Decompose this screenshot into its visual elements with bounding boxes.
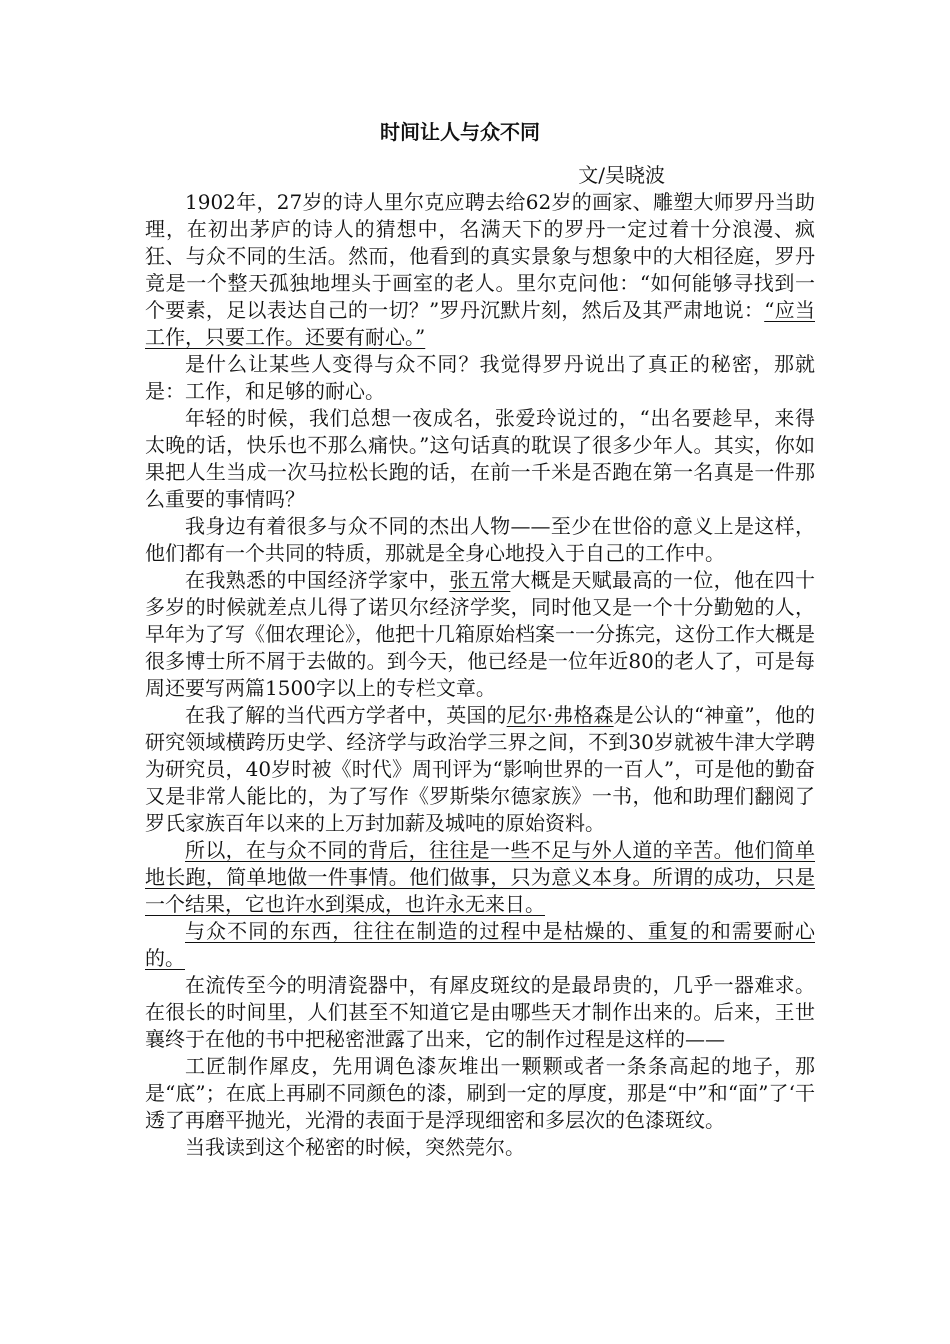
paragraph-1: 1902年，27岁的诗人里尔克应聘去给62岁的画家、雕塑大师罗丹当助理，在初出茅庐的诗人的猜想中，名满天下的罗丹一定过着十分浪漫、疯狂、与众不同的生活。然而，他看到的真实景象与想象中的大相径庭，罗丹竟是一个整天孤独地埋头于画室的老人。里尔克问他：“如何能够寻找到一个要素，足以表达自己的一切？”罗丹沉默片刻，然后及其严肃地说：“应当工作，只要工作。还要有耐心。” [145,190,815,349]
paragraph-5: 在我熟悉的中国经济学家中，张五常大概是天赋最高的一位，他在四十多岁的时候就差点儿得了诺贝尔经济学奖，同时他又是一个十分勤勉的人，早年为了写《佃农理论》，他把十几箱原始档案一一分拣完，这份工作大概是很多博士所不屑于去做的。到今天，他已经是一位年近80的老人了，可是每周还要写两篇1500字以上的专栏文章。 [145,568,816,700]
underlined-passage: 所以，在与众不同的背后，往往是一些不足与外人道的辛苦。他们简单地长跑，简单地做一件事情。他们做事，只为意义本身。所谓的成功，只是一个结果，它也许水到渠成，也许永无来日。 [145,838,815,916]
paragraph-11: 当我读到这个秘密的时候，突然莞尔。 [185,1135,525,1159]
underlined-quote: “应当工作，只要工作。还要有耐心。” [145,298,815,349]
article-byline: 文/吴晓波 [578,163,665,187]
paragraph-8 [145,918,815,972]
paragraph-2: 是什么让某些人变得与众不同？我觉得罗丹说出了真正的秘密，那就是：工作，和足够的耐心。 [145,352,815,403]
underlined-name: 尼尔·弗格森 [506,703,614,727]
article-title: 时间让人与众不同 [380,120,540,144]
paragraph-7 [145,837,815,918]
underlined-name: 张五常 [449,568,511,592]
paragraph-9: 在流传至今的明清瓷器中，有犀皮斑纹的是最昂贵的，几乎一器难求。在很长的时间里，人们甚至不知道它是由哪些天才制作出来的。后来，王世襄终于在他的书中把秘密泄露了出来，它的制作过程是这样的—— [145,973,815,1051]
paragraph-10: 工匠制作犀皮，先用调色漆灰堆出一颗颗或者一条条高起的地子，那是“底”；在底上再刷不同颜色的漆，刷到一定的厚度，那是“中”和“面”了‘干透了再磨平抛光，光滑的表面于是浮现细密和多层次的色漆斑纹。 [145,1054,815,1132]
paragraph-3: 年轻的时候，我们总想一夜成名，张爱玲说过的，“出名要趁早，来得太晚的话，快乐也不那么痛快。”这句话真的耽误了很多少年人。其实，你如果把人生当成一次马拉松长跑的话，在前一千米是否跑在第一名真是一件那么重要的事情吗？ [145,406,815,511]
paragraph-6: 在我了解的当代西方学者中，英国的尼尔·弗格森是公认的“神童”，他的研究领域横跨历史学、经济学与政治学三界之间，不到30岁就被牛津大学聘为研究员，40岁时被《时代》周刊评为“影响世界的一百人”，可是他的勤奋又是非常人能比的，为了写作《罗斯柴尔德家族》一书，他和助理们翻阅了罗氏家族百年以来的上万封加薪及城吨的原始资料。 [145,703,816,835]
article [145,118,815,1161]
paragraph-4: 我身边有着很多与众不同的杰出人物——至少在世俗的意义上是这样，他们都有一个共同的特质，那就是全身心地投入于自己的工作中。 [145,514,815,565]
underlined-passage: 与众不同的东西，往往在制造的过程中是枯燥的、重复的和需要耐心的。 [145,919,815,970]
